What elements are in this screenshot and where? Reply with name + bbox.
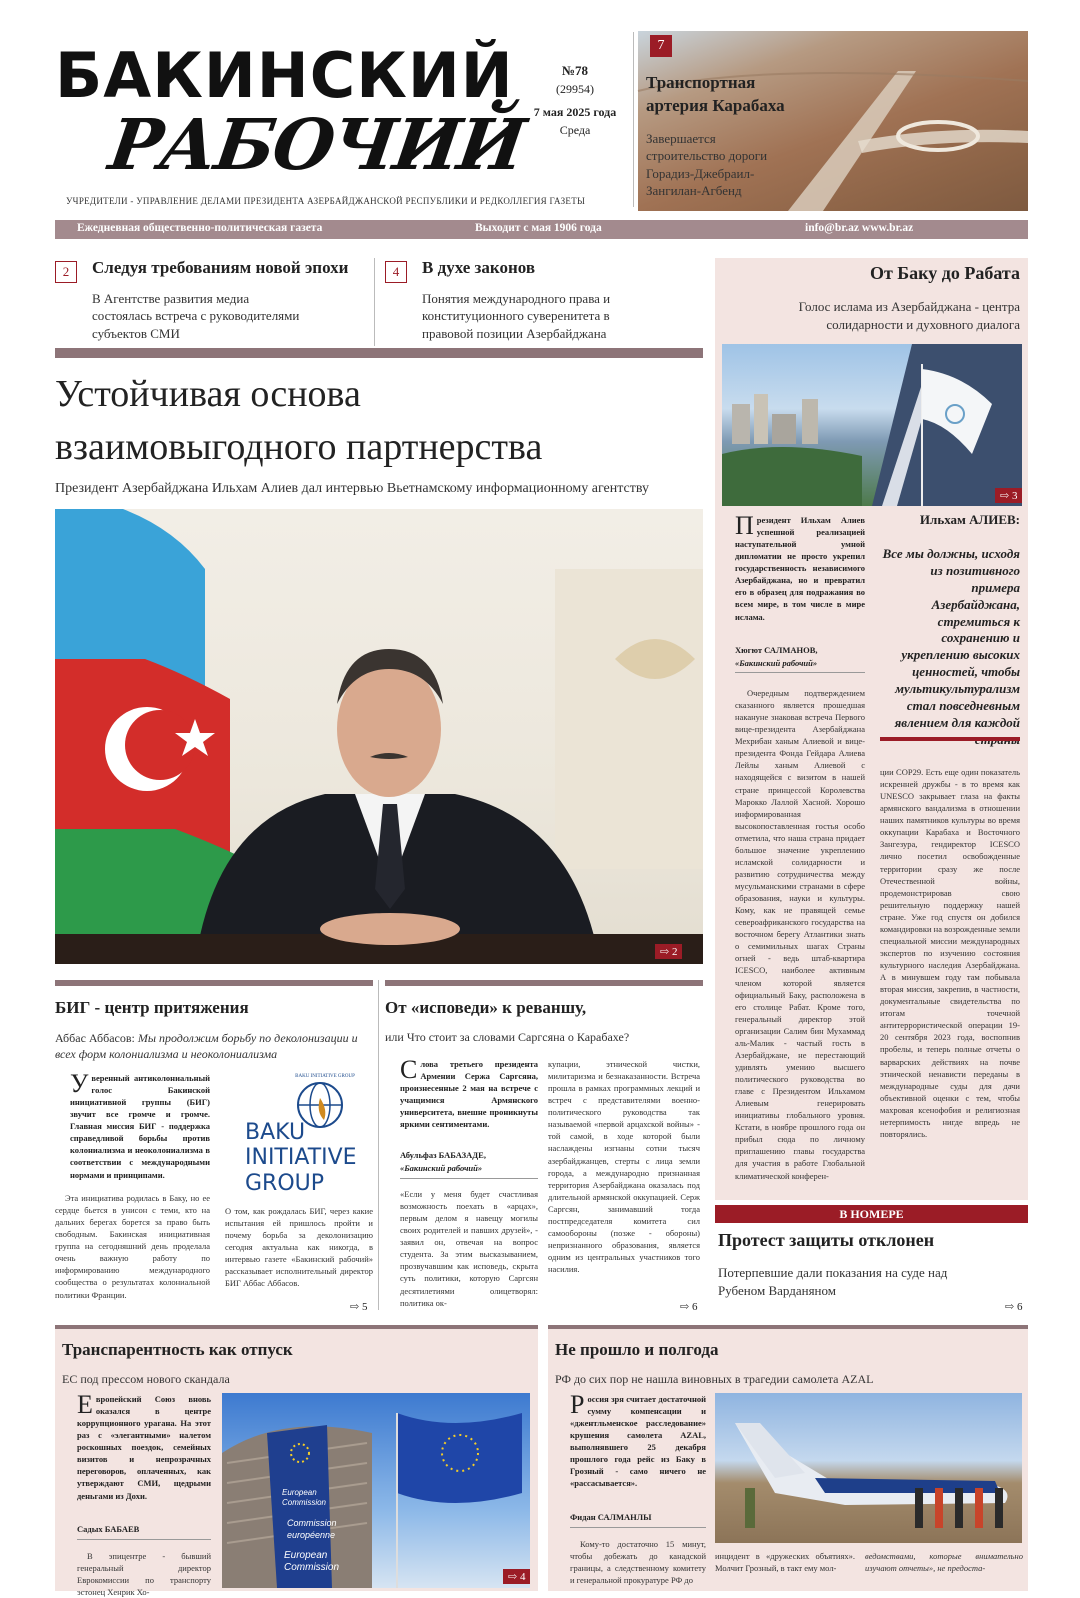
- big-story-body: Эта инициатива родилась в Баку, но ее сердце бьется в унисон с теми, кто на дальних берегах борется за право быть свободным. Бакинская инициативная группа на сегодняшний день проделала очень важную работу по информированию международного сообщества о результатах колониальной политики Франции.: [55, 1193, 210, 1300]
- confession-subtitle: или Что стоит за словами Саргсяна о Карабахе?: [385, 1030, 630, 1044]
- big-story-body-2: О том, как рождалась БИГ, через какие испытания ей пришлось пройти и почему борьба за деколонизацию сегодня актуальна как никогда, в интервью газете «Бакинский рабочий» рассказывает исполнительный директор БИГ Аббас Аббасов.: [225, 1206, 373, 1289]
- baku-rabat-illustration: [722, 344, 1022, 506]
- main-title-line-1: Устойчивая основа: [55, 373, 361, 415]
- main-title-line-2: взаимовыгодного партнерства: [55, 426, 543, 469]
- teasers-divider: [374, 258, 375, 346]
- side-author-rule: [735, 672, 865, 673]
- confession-title[interactable]: От «исповеди» к реваншу,: [385, 998, 587, 1017]
- issue-weekday: Среда: [559, 122, 591, 137]
- in-issue-page-ref[interactable]: ⇨ 6: [1005, 1301, 1023, 1313]
- confession-body: «Если у меня будет счастливая возможность поехать в «арцах», первым делом я навещу могилы своих родителей и павших друзей», - заявил он, отвечая на вопрос студента. За этим высказыванием, прозвучавшим как исповедь, скрыта суть политики, которую Саргсян десятилетиями олицетворял: политика ок-: [400, 1189, 538, 1308]
- baku-rabat-photo: [722, 344, 1022, 506]
- eu-author-rule: [77, 1539, 211, 1540]
- top-teaser-page-number[interactable]: 7: [650, 35, 672, 57]
- teaser-2-text: Понятия международного права и конституционного суверенитета в правовой позиции Азербайджана: [422, 291, 611, 341]
- president-photo-illustration: [55, 509, 703, 964]
- teaser-2-title[interactable]: В духе законов: [422, 258, 536, 277]
- azal-story-body-2: инцидент в «дружеских объятиях». Молчит Грозный, в такт ему мол-: [715, 1551, 855, 1574]
- azal-plane-illustration: [715, 1393, 1022, 1543]
- masthead-divider: [633, 32, 634, 207]
- azal-story-body-3: ведомствами, которые внимательно изучают отчеты», не предоста-: [865, 1551, 1023, 1574]
- issue-number: №78: [561, 63, 589, 78]
- eu-commission-photo: [222, 1393, 530, 1588]
- main-story-lead: Президент Азербайджана Ильхам Алиев дал интервью Вьетнамскому информационному агентству: [55, 481, 649, 496]
- eu-story-body: В эпицентре - бывший генеральный директор Еврокомиссии по транспорту эстонец Хенрик Хо-: [77, 1551, 211, 1598]
- side-story-intro: Президент Ильхам Алиев успешной реализацией наступательной умной дипломатии не просто укрепил государственность независимого Азербайджана, но и превратил его в образец для подражания во всем мире, в том числе в мире ислама.: [735, 511, 865, 622]
- eu-photo-caption-3: [284, 1550, 354, 1574]
- side-photo-page-ref[interactable]: ⇨ 3: [995, 488, 1022, 503]
- eu-story-intro: Европейский Союз вновь оказался в центре коррупционного урагана. На этот раз с «элегантными» налетом роскошных поездок, семейных визитов и непрозрачных переговоров, оплаченных, как утверждают СМИ, щедрыми деньгами из Дохи.: [77, 1390, 211, 1501]
- confession-page-ref[interactable]: ⇨ 6: [680, 1301, 698, 1313]
- teaser-2-page-number[interactable]: 4: [385, 261, 407, 283]
- side-story-author-paper: «Бакинский рабочий»: [735, 658, 818, 668]
- eu-story-top-rule: [55, 1325, 538, 1329]
- big-story-intro: Уверенный антиколониальный голос Бакинской инициативной группы (БИГ) звучит все громче и громче. Главная миссия БИГ - поддержка справедливой борьбы против колониализма и неоколониализма в соответствии с международными нормами и принципами.: [70, 1069, 210, 1180]
- big-logo-text: [245, 1120, 357, 1196]
- eu-photo-text-3: Commission: [287, 1518, 337, 1528]
- eu-photo-text-6: Commission: [284, 1562, 340, 1573]
- eu-photo-text-4: européenne: [287, 1529, 336, 1540]
- side-quote-author: Ильхам АЛИЕВ:: [919, 512, 1020, 527]
- confession-author-paper: «Бакинский рабочий»: [400, 1163, 483, 1173]
- azal-story-author: Фидан САЛМАНЛЫ: [570, 1512, 652, 1522]
- confession-top-rule: [385, 980, 703, 986]
- top-teaser-text: Завершается строительство дороги Горадиз-Джебраил-Зангилан-Агбенд: [646, 131, 768, 198]
- eu-photo-caption-1: [282, 1488, 342, 1509]
- azal-story-body: Кому-то достаточно 15 минут, чтобы добежать до канадской границы, а следственному комитету и генеральной прокуратуре РФ до: [570, 1539, 706, 1586]
- band-right-text[interactable]: info@br.az www.br.az: [805, 222, 914, 234]
- main-story-title[interactable]: [55, 368, 705, 474]
- teasers-bottom-rule: [55, 348, 703, 358]
- azal-author-rule: [570, 1527, 706, 1528]
- teaser-1-title[interactable]: Следуя требованиям новой эпохи: [92, 258, 349, 277]
- big-logo-line-2: INITIATIVE: [245, 1145, 357, 1171]
- band-center-text: Выходит с мая 1906 года: [475, 222, 602, 234]
- teaser-1-page-number[interactable]: 2: [55, 261, 77, 283]
- azal-story-top-rule: [548, 1325, 1028, 1329]
- eu-photo-caption-2: [287, 1518, 347, 1541]
- eu-building-illustration: [222, 1393, 530, 1588]
- in-issue-title[interactable]: Протест защиты отклонен: [718, 1230, 935, 1250]
- side-quote-rule: [880, 737, 1020, 741]
- teaser-1-text: В Агентстве развития медиа состоялась встреча с руководителями субъектов СМИ: [92, 291, 300, 341]
- confession-author: Абульфаз БАБАЗАДЕ,: [400, 1150, 486, 1160]
- side-story-author: Хюгют САЛМАНОВ,: [735, 645, 818, 655]
- in-issue-label: В НОМЕРЕ: [715, 1205, 1028, 1223]
- big-story-page-ref[interactable]: ⇨ 5: [350, 1301, 368, 1313]
- azal-plane-photo: [715, 1393, 1022, 1543]
- side-story-subtitle: Голос ислама из Азербайджана - центра солидарности и духовного диалога: [798, 299, 1020, 333]
- stories-divider: [378, 980, 379, 1310]
- masthead-title-top: БАКИНСКИЙ: [55, 39, 514, 112]
- big-story-lead: [55, 1030, 373, 1062]
- eu-photo-text-1: European: [282, 1488, 317, 1497]
- big-story-title[interactable]: БИГ - центр притяжения: [55, 998, 249, 1017]
- top-teaser-title[interactable]: Транспортная артерия Карабаха: [646, 73, 785, 115]
- issue-date: 7 мая 2025 года: [533, 105, 617, 120]
- issue-info: [515, 62, 635, 139]
- issue-total: (29954): [556, 81, 594, 96]
- big-logo: [240, 1074, 370, 1196]
- confession-intro: Слова третьего президента Армении Сержа Саргсяна, произнесенные 2 мая на встрече с учащимися Армянского университета, внешне проникнуты яркими сентиментами.: [400, 1055, 538, 1130]
- eu-story-author: Садых БАБАЕВ: [77, 1524, 140, 1534]
- side-story-title[interactable]: От Баку до Рабата: [869, 263, 1020, 283]
- eu-photo-text-2: Commission: [282, 1498, 327, 1508]
- president-photo: [55, 509, 703, 964]
- info-band: [55, 220, 1028, 239]
- founders-line: УЧРЕДИТЕЛИ - УПРАВЛЕНИЕ ДЕЛАМИ ПРЕЗИДЕНТА АЗЕРБАЙДЖАНСКОЙ РЕСПУБЛИКИ И РЕДКОЛЛЕГИЯ ГАЗЕТЫ: [66, 196, 586, 206]
- azal-story-title[interactable]: Не прошло и полгода: [555, 1340, 719, 1359]
- eu-story-title[interactable]: Транспарентность как отпуск: [62, 1340, 293, 1359]
- big-logo-arc-text: BAKU INITIATIVE GROUP: [295, 1074, 355, 1079]
- band-left-text: Ежедневная общественно-политическая газета: [77, 222, 323, 234]
- side-quote-text: Все мы должны, исходя из позитивного примера Азербайджана, стремиться к сохранению и укреплению высоких ценностей, чтобы мультикультурализм стал повседневным явлением для каждой: [882, 546, 1020, 730]
- big-story-top-rule: [55, 980, 373, 986]
- azal-story-subtitle: РФ до сих пор не нашла виновных в трагедии самолета AZAL: [555, 1372, 874, 1386]
- big-logo-line-1: BAKU: [245, 1120, 306, 1145]
- eu-photo-page-ref[interactable]: ⇨ 4: [503, 1569, 530, 1584]
- main-photo-page-ref[interactable]: ⇨ 2: [655, 944, 682, 959]
- in-issue-text: Потерпевшие дали показания на суде над Рубеном Варданяном: [718, 1265, 948, 1299]
- confession-author-rule: [400, 1178, 538, 1179]
- eu-photo-text-5: European: [284, 1550, 328, 1561]
- confession-body-2: купации, этнической чистки, милитаризма и безнаказанности. Встреча прошла в рамках программных лекций и встреч с представителями военно-политического руководства так называемой «первой арцахской войны» - той самой, в ходе которой были наслаждены изгнаны сотни тысяч азербайджанцев, стерты с лица земли города, а международно признанная территория Азербайджана оказалась под длительной армянской оккупацией. Серж Саргсян, занимавший тогда постпредседателя комитета сил самообороны (позже - обороны) непризнанного образования, является одним из центральных участников того насилия.: [548, 1059, 700, 1275]
- azal-story-intro: Россия зря считает достаточной сумму компенсации и «джентльменское расследование» крушения самолета AZAL, выполнявшего 25 декабря прошлого года рейс из Баку в Грозный - само ничего не «рассасывается».: [570, 1390, 706, 1489]
- big-logo-line-3: GROUP: [245, 1170, 325, 1196]
- big-story-lead-author: Аббас Аббасов:: [55, 1031, 135, 1045]
- big-story-lead-quote: Мы продолжим борьбу по деколонизации и всех форм колониализма и неоколониализма: [55, 1031, 358, 1062]
- side-story-body-right: ции COP29. Есть еще один показатель искренней дружбы - в то время как UNESCO закрывает глаза на факты армянского вандализма в отношении наших памятников культуры во время оккупации Карабаха и Восточного Зангезура, гендиректор ICESCO лично посетил освобожденные территории сразу же после Отечественной войны, продемонстрировав свою решительную поддержку нашей стране. Уже год спустя он добился командировки на возрожденные земли специальной миссии международных экспертов по изучению состояния культурного наследия Азербайджана. А в минувшем году там побывала вторая миссия, закрепив, в частности, документальные свидетельства по итогам точечной антитеррористической операции 19-20 сентября 2023 года, воспопнив пробелы, и теперь полные отчеты о варварских действиях на почве этнической ненависти переданы в международные суды для дачи объективной оценки с тем, чтобы махровая ксенофобия и религиозная нетерпимость нигде впредь не повторялись.: [880, 767, 1020, 1139]
- side-story-body-left: Очередным подтверждением сказанного является прошедшая накануне знаковая встреча Первого вице-президента Азербайджана Мехрибан ханым Алиевой и вице-президента Фонда Гейдара Алиева Лейлы ханым Алиевой с находящейся с визитом в нашей стране принцессой Королевства Марокко Лаллой Хасной. Хорошо информированная высокопоставленная гостья особо отметила, что наша страна придает большое значение укреплению исламской солидарности и развитию сотрудничества между мусульманскими странами в сфере образования, науки и культуры. Кому, как не правящей семье североафриканского государства на восточном берегу Атлантики знать о семимильных шагах Страны огней - ведь штаб-квартира ICESCO, наиболее активным членом которой является официальный Баку, расположена в его столице Рабат. Кроме того, генеральный директор этой организации Салим бин Мухаммад аль-Малик - частый гость в Азербайджане, не перестающий удивлять умению высшего политического руководства во главе с Президентом Ильхамом Алиевым генерировать инициативы глобального уровня. Кстати, в ноябре прошлого года он прибыл сюда по личному приглашению главы государства для участия в работе Глобальной климатической конферен-: [735, 688, 865, 1181]
- eu-story-subtitle: ЕС под прессом нового скандала: [62, 1372, 230, 1386]
- masthead-title-bottom: РАБОЧИЙ: [104, 103, 529, 186]
